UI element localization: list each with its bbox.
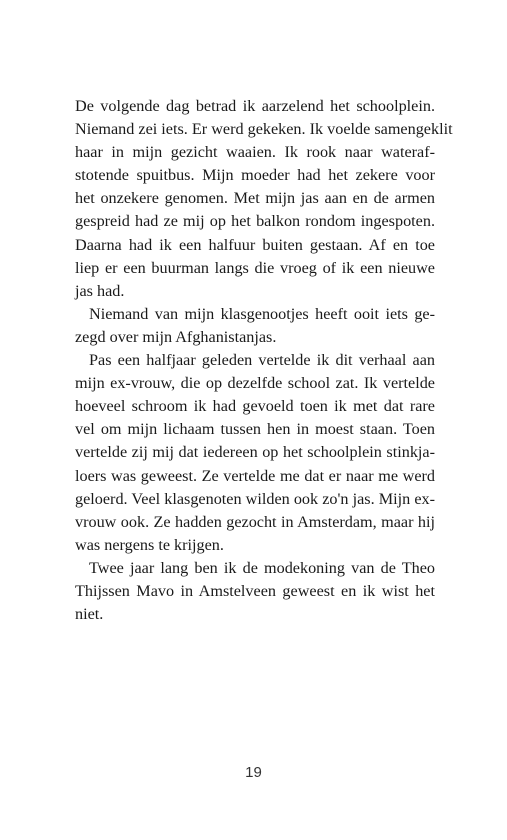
text-line: niet.: [75, 605, 104, 624]
text-line: Niemand van mijn klasgenootjes heeft ooit iets ge-: [89, 304, 435, 323]
text-line: mijn ex-vrouw, die op dezelfde school zat. Ik vertelde: [75, 374, 435, 393]
text-line: Twee jaar lang ben ik de modekoning van de Theo: [89, 558, 435, 577]
text-line: vel om mijn lichaam tussen hen in moest staan. Toen: [75, 420, 435, 439]
text-line: was nergens te krijgen.: [75, 535, 224, 554]
text-line: stotende spuitbus. Mijn moeder had het zekere voor: [75, 166, 435, 185]
body-text: [75, 95, 453, 626]
page-number: 19: [245, 764, 262, 781]
text-line: liep er een buurman langs die vroeg of ik een nieuwe: [75, 258, 435, 277]
text-line: hoeveel schroom ik had gevoeld toen ik met dat rare: [75, 397, 435, 416]
text-line: Niemand zei iets. Er werd gekeken. Ik voelde samengeklit: [75, 120, 453, 139]
text-line: vrouw ook. Ze hadden gezocht in Amsterdam, maar hij: [75, 512, 435, 531]
text-line: Daarna had ik een halfuur buiten gestaan. Af en toe: [75, 235, 435, 254]
text-line: gespreid had ze mij op het balkon rondom ingespoten.: [75, 212, 435, 231]
text-line: geloerd. Veel klasgenoten wilden ook zo'n jas. Mijn ex-: [75, 489, 435, 508]
text-line: Thijssen Mavo in Amstelveen geweest en ik wist het: [75, 581, 435, 600]
text-line: haar in mijn gezicht waaien. Ik rook naar wateraf-: [75, 143, 435, 162]
text-line: jas had.: [75, 281, 125, 300]
text-line: Pas een halfjaar geleden vertelde ik dit verhaal aan: [89, 351, 435, 370]
text-line: het onzekere genomen. Met mijn jas aan en de armen: [75, 189, 435, 208]
text-line: De volgende dag betrad ik aarzelend het schoolplein.: [75, 97, 435, 115]
text-line: loers was geweest. Ze vertelde me dat er naar me werd: [75, 466, 435, 485]
text-line: vertelde zij mij dat iedereen op het schoolplein stinkja-: [75, 443, 435, 462]
text-line: zegd over mijn Afghanistanjas.: [75, 327, 277, 346]
